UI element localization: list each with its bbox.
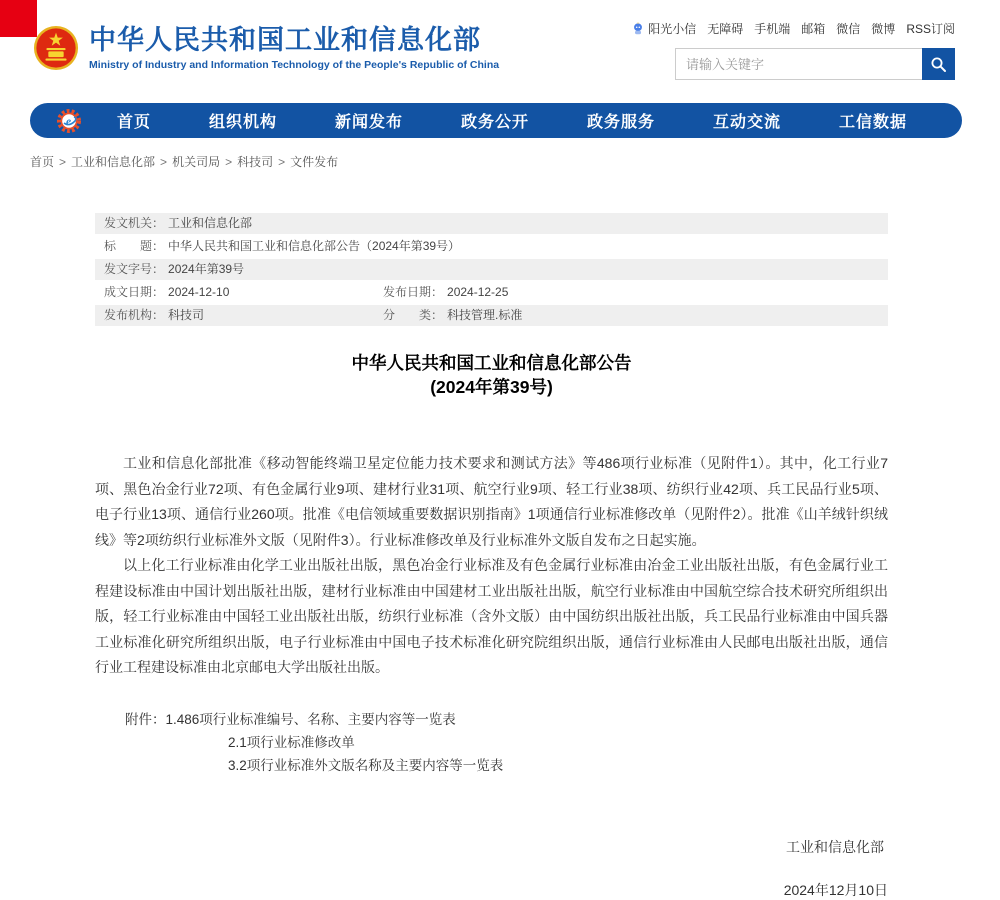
header-right [648, 20, 955, 80]
meta-label: 发文机关： [104, 216, 165, 230]
nav-organization[interactable]: 组织机构 [208, 114, 277, 131]
paragraph-1: 工业和信息化部批准《移动智能终端卫星定位能力技术要求和测试方法》等486项行业标准（见附件1）。其中，化工行业7项、黑色冶金行业72项、有色金属行业9项、建材行业31项、航空行业9项、轻工行业38项、纺织行业42项、兵工民品行业5项、电子行业13项、通信行业260项。批准《电信领域重要数据识别指南》1项通信行业标准修改单（见附件2）。批准《山羊绒针织绒线》等2项纺织行业标准外文版（见附件3）。行业标准修改单及行业标准外文版自发布之日起实施。 [95, 455, 888, 548]
link-mail[interactable]: 邮箱 [801, 22, 826, 36]
breadcrumb-document-release[interactable]: 文件发布 [290, 155, 339, 169]
meta-row-dates [95, 282, 888, 303]
meta-col2 [383, 305, 888, 326]
meta-row-publisher-category [95, 305, 888, 326]
document-area [95, 213, 888, 900]
brand-text [89, 25, 499, 71]
link-label: 阳光小信 [648, 22, 697, 36]
meta-value: 中华人民共和国工业和信息化部公告（2024年第39号） [168, 239, 461, 253]
breadcrumb-departments[interactable]: 机关司局 [172, 155, 221, 169]
national-emblem-icon [33, 25, 79, 71]
meta-value: 2024-12-10 [168, 285, 230, 299]
link-mobile[interactable]: 手机端 [754, 22, 791, 36]
svg-text:e: e [65, 115, 72, 128]
attachment-item[interactable]: 1.486项行业标准编号、名称、主要内容等一览表 [165, 711, 456, 727]
nav-items [88, 109, 936, 132]
attachment-1 [95, 708, 888, 731]
meta-label: 发布机构： [104, 308, 165, 322]
breadcrumb-home[interactable]: 首页 [30, 155, 55, 169]
meta-label: 成文日期： [104, 285, 165, 299]
attachment-item[interactable]: 2.1项行业标准修改单 [228, 734, 355, 750]
document-title-number: (2024年第39号) [430, 377, 553, 397]
meta-value: 2024年第39号 [168, 262, 245, 276]
nav-gov-services[interactable]: 政务服务 [586, 114, 655, 131]
nav-gov-disclosure[interactable]: 政务公开 [460, 114, 529, 131]
miit-gear-logo-icon [56, 108, 82, 134]
meta-value: 科技管理.标准 [447, 308, 523, 322]
signature-date: 2024年12月10日 [783, 881, 888, 898]
breadcrumb-science-dept[interactable]: 科技司 [237, 155, 274, 169]
link-weibo[interactable]: 微博 [871, 22, 896, 36]
site-subtitle: Ministry of Industry and Information Technology of the People's Republic of China [89, 59, 500, 71]
attachments-label: 附件： [125, 711, 166, 727]
top-links [648, 20, 955, 37]
meta-value: 科技司 [168, 308, 205, 322]
meta-col2 [383, 282, 888, 303]
attachments-list [95, 708, 888, 777]
breadcrumb-separator: > [160, 155, 168, 169]
nav-interaction[interactable]: 互动交流 [712, 114, 781, 131]
document-meta-table [95, 213, 888, 326]
meta-label: 标 题： [104, 239, 165, 253]
breadcrumb-miit[interactable]: 工业和信息化部 [71, 155, 156, 169]
breadcrumb-separator: > [225, 155, 233, 169]
meta-row-issuing-authority [95, 213, 888, 234]
meta-row-title [95, 236, 888, 257]
search-box [675, 48, 955, 80]
search-icon [930, 56, 947, 73]
link-wechat[interactable]: 微信 [836, 22, 861, 36]
search-input[interactable] [675, 48, 922, 80]
attachment-3 [95, 754, 888, 777]
signature-authority: 工业和信息化部 [786, 838, 884, 855]
meta-label: 发文字号： [104, 262, 165, 276]
nav-home[interactable]: 首页 [116, 114, 151, 131]
meta-label: 发布日期： [383, 285, 444, 299]
breadcrumb-separator: > [59, 155, 67, 169]
link-accessibility[interactable]: 无障碍 [707, 22, 744, 36]
assistant-robot-icon [631, 22, 645, 36]
link-rss[interactable]: RSS订阅 [906, 22, 955, 36]
meta-value: 2024-12-25 [447, 285, 509, 299]
site-header [0, 0, 1000, 96]
document-title: 中华人民共和国工业和信息化部公告 [351, 353, 632, 373]
nav-news[interactable]: 新闻发布 [334, 114, 403, 131]
meta-value: 工业和信息化部 [168, 216, 253, 230]
breadcrumb-separator: > [278, 155, 286, 169]
site-title: 中华人民共和国工业和信息化部 [89, 25, 481, 55]
breadcrumb [30, 153, 338, 170]
search-button[interactable] [922, 48, 955, 80]
nav-miit-data[interactable]: 工信数据 [838, 114, 907, 131]
link-sunshine-assistant[interactable] [631, 20, 696, 37]
site-brand [33, 25, 499, 71]
meta-label: 分 类： [383, 308, 444, 322]
attachment-item[interactable]: 3.2项行业标准外文版名称及主要内容等一览表 [228, 757, 504, 773]
main-nav [30, 103, 962, 138]
attachment-2 [95, 731, 888, 754]
document-body [95, 451, 888, 681]
paragraph-2: 以上化工行业标准由化学工业出版社出版，黑色冶金行业标准及有色金属行业标准由冶金工业出版社出版，有色金属行业工程建设标准由中国计划出版社出版，建材行业标准由中国建材工业出版社出版，航空行业标准由中国航空综合技术研究所组织出版，轻工行业标准由中国轻工业出版社出版，纺织行业标准（含外文版）由中国纺织出版社出版，兵工民品行业标准由中国兵器工业标准化研究所组织出版，电子行业标准由中国电子技术标准化研究院组织出版，通信行业标准由人民邮电出版社出版，通信行业工程建设标准由北京邮电大学出版社出版。 [95, 557, 888, 675]
meta-row-document-number [95, 259, 888, 280]
